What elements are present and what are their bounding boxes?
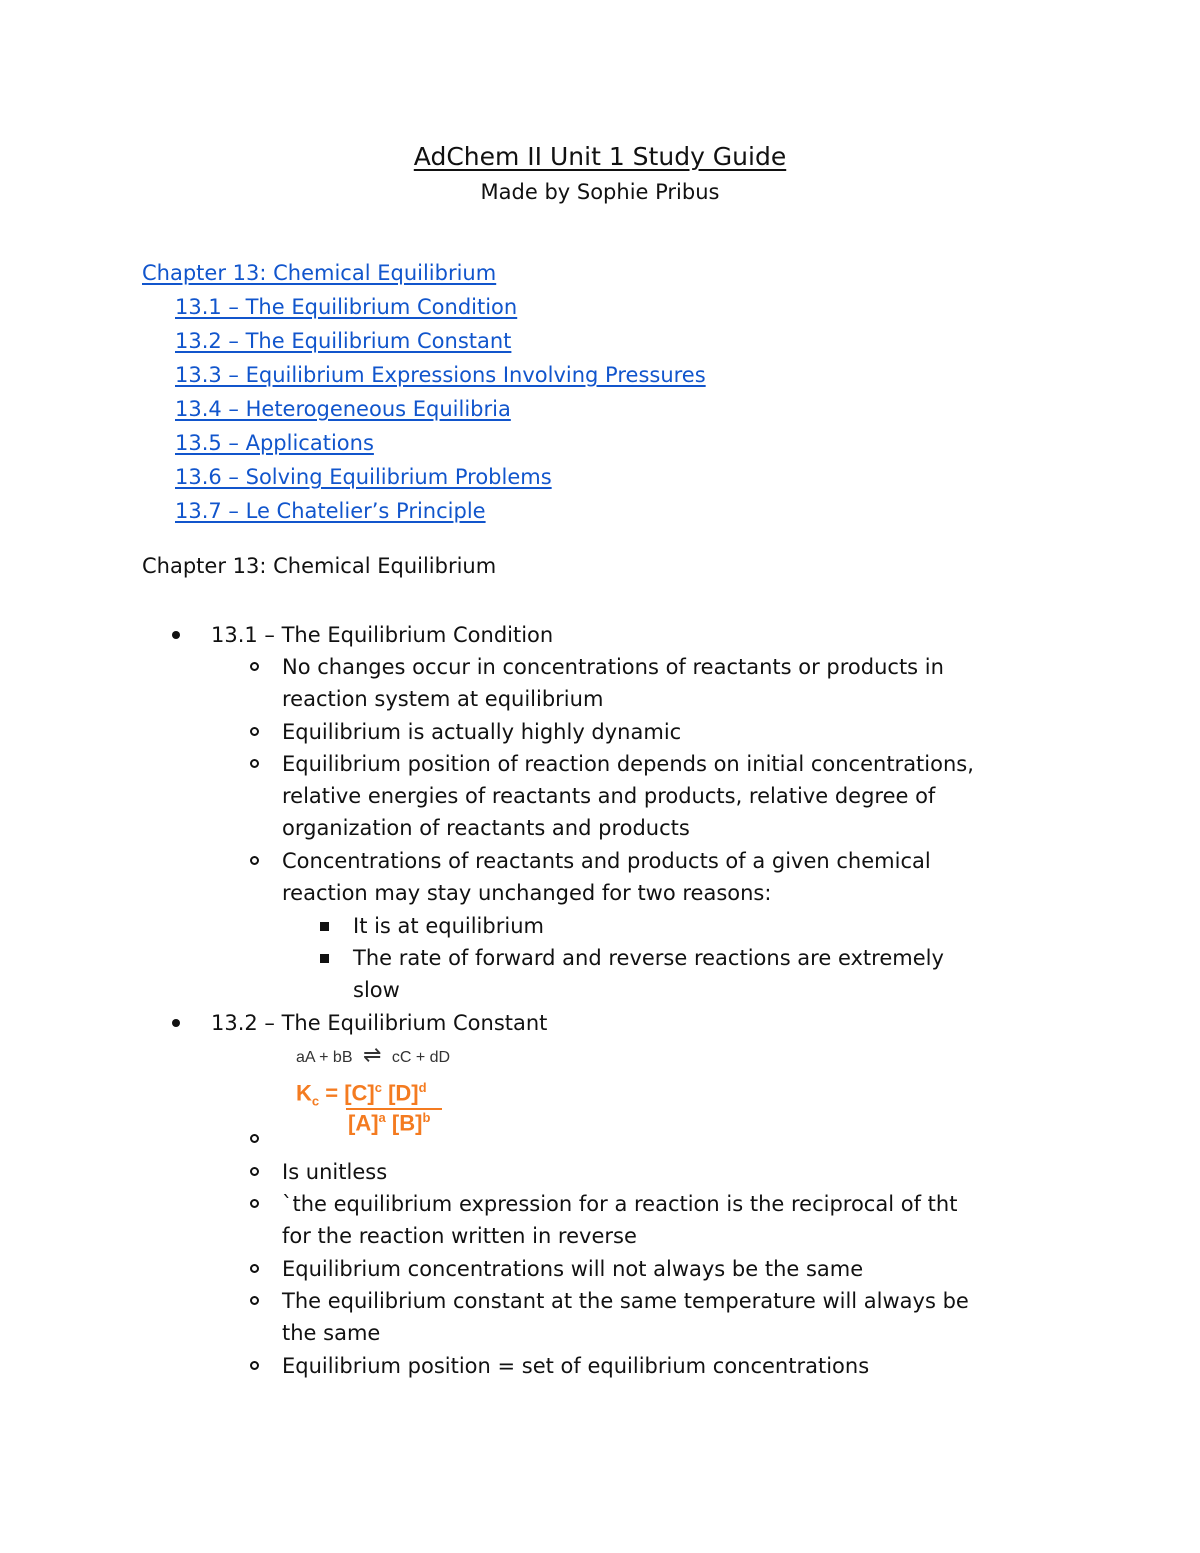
toc-link-13-7[interactable]: 13.7 – Le Chatelier’s Principle <box>175 499 486 523</box>
reaction-equation: aA + bB ⇌ cC + dD <box>296 1042 451 1067</box>
bullet-circle-icon <box>250 1361 259 1370</box>
list-item-text: Is unitless <box>282 1160 388 1184</box>
bullet-circle-icon <box>250 1199 259 1208</box>
toc-link-13-1[interactable]: 13.1 – The Equilibrium Condition <box>175 295 518 319</box>
bullet-circle-icon <box>250 662 259 671</box>
list-item-text: Equilibrium concentrations will not always be the same <box>282 1257 864 1281</box>
list-item-text: relative energies of reactants and products, relative degree of <box>282 784 936 808</box>
toc-item <box>142 324 706 358</box>
document-title: AdChem II Unit 1 Study Guide <box>413 142 787 171</box>
list-item-text: No changes occur in concentrations of reactants or products in <box>282 655 944 679</box>
list-item-text: Equilibrium position = set of equilibrium concentrations <box>282 1354 870 1378</box>
toc-item <box>142 358 706 392</box>
bullet-circle-icon <box>250 759 259 768</box>
kc-numerator: $K_c = [C]^c$ $[D]^d$ <box>296 1080 427 1109</box>
list-item-text: Equilibrium position of reaction depends on initial concentrations, <box>282 752 974 776</box>
table-of-contents <box>142 256 706 528</box>
toc-item <box>142 426 706 460</box>
bullet-circle-icon <box>250 1134 259 1143</box>
toc-link-13-6[interactable]: 13.6 – Solving Equilibrium Problems <box>175 465 552 489</box>
list-item-text: organization of reactants and products <box>282 816 690 840</box>
toc-item <box>142 494 706 528</box>
toc-item <box>142 392 706 426</box>
list-item-text: reaction may stay unchanged for two reasons: <box>282 881 772 905</box>
list-item-text: slow <box>353 978 400 1002</box>
bullet-circle-icon <box>250 727 259 736</box>
bullet-circle-icon <box>250 1264 259 1273</box>
list-item-text: Concentrations of reactants and products of a given chemical <box>282 849 931 873</box>
bullet-disc-icon <box>172 1019 180 1027</box>
bullet-disc-icon <box>172 631 180 639</box>
section-13-2-title: 13.2 – The Equilibrium Constant <box>211 1011 548 1035</box>
list-item-text: for the reaction written in reverse <box>282 1224 637 1248</box>
toc-link-13-4[interactable]: 13.4 – Heterogeneous Equilibria <box>175 397 511 421</box>
toc-item <box>142 460 706 494</box>
toc-item <box>142 256 706 290</box>
toc-link-chapter-13[interactable]: Chapter 13: Chemical Equilibrium <box>142 261 497 285</box>
equilibrium-arrow-icon: ⇌ <box>362 1042 382 1067</box>
bullet-square-icon <box>320 954 329 963</box>
toc-link-13-5[interactable]: 13.5 – Applications <box>175 431 374 455</box>
toc-link-13-2[interactable]: 13.2 – The Equilibrium Constant <box>175 329 512 353</box>
list-item-text: The rate of forward and reverse reactions are extremely <box>353 946 944 970</box>
toc-item <box>142 290 706 324</box>
equilibrium-constant-formula <box>296 1040 496 1140</box>
bullet-circle-icon <box>250 1167 259 1176</box>
bullet-circle-icon <box>250 856 259 865</box>
kc-denominator: $[A]^a$ $[B]^b$ <box>348 1110 431 1136</box>
list-item-text: the same <box>282 1321 381 1345</box>
section-heading: Chapter 13: Chemical Equilibrium <box>142 554 497 578</box>
list-item-text: `the equilibrium expression for a reaction is the reciprocal of tht <box>282 1192 958 1216</box>
list-item-text: Equilibrium is actually highly dynamic <box>282 720 682 744</box>
list-item-text: reaction system at equilibrium <box>282 687 604 711</box>
bullet-square-icon <box>320 922 329 931</box>
list-item-text: It is at equilibrium <box>353 914 544 938</box>
bullet-circle-icon <box>250 1296 259 1305</box>
document-subtitle: Made by Sophie Pribus <box>480 180 720 204</box>
section-13-1-title: 13.1 – The Equilibrium Condition <box>211 623 554 647</box>
toc-link-13-3[interactable]: 13.3 – Equilibrium Expressions Involving Pressures <box>175 363 706 387</box>
list-item-text: The equilibrium constant at the same temperature will always be <box>282 1289 969 1313</box>
